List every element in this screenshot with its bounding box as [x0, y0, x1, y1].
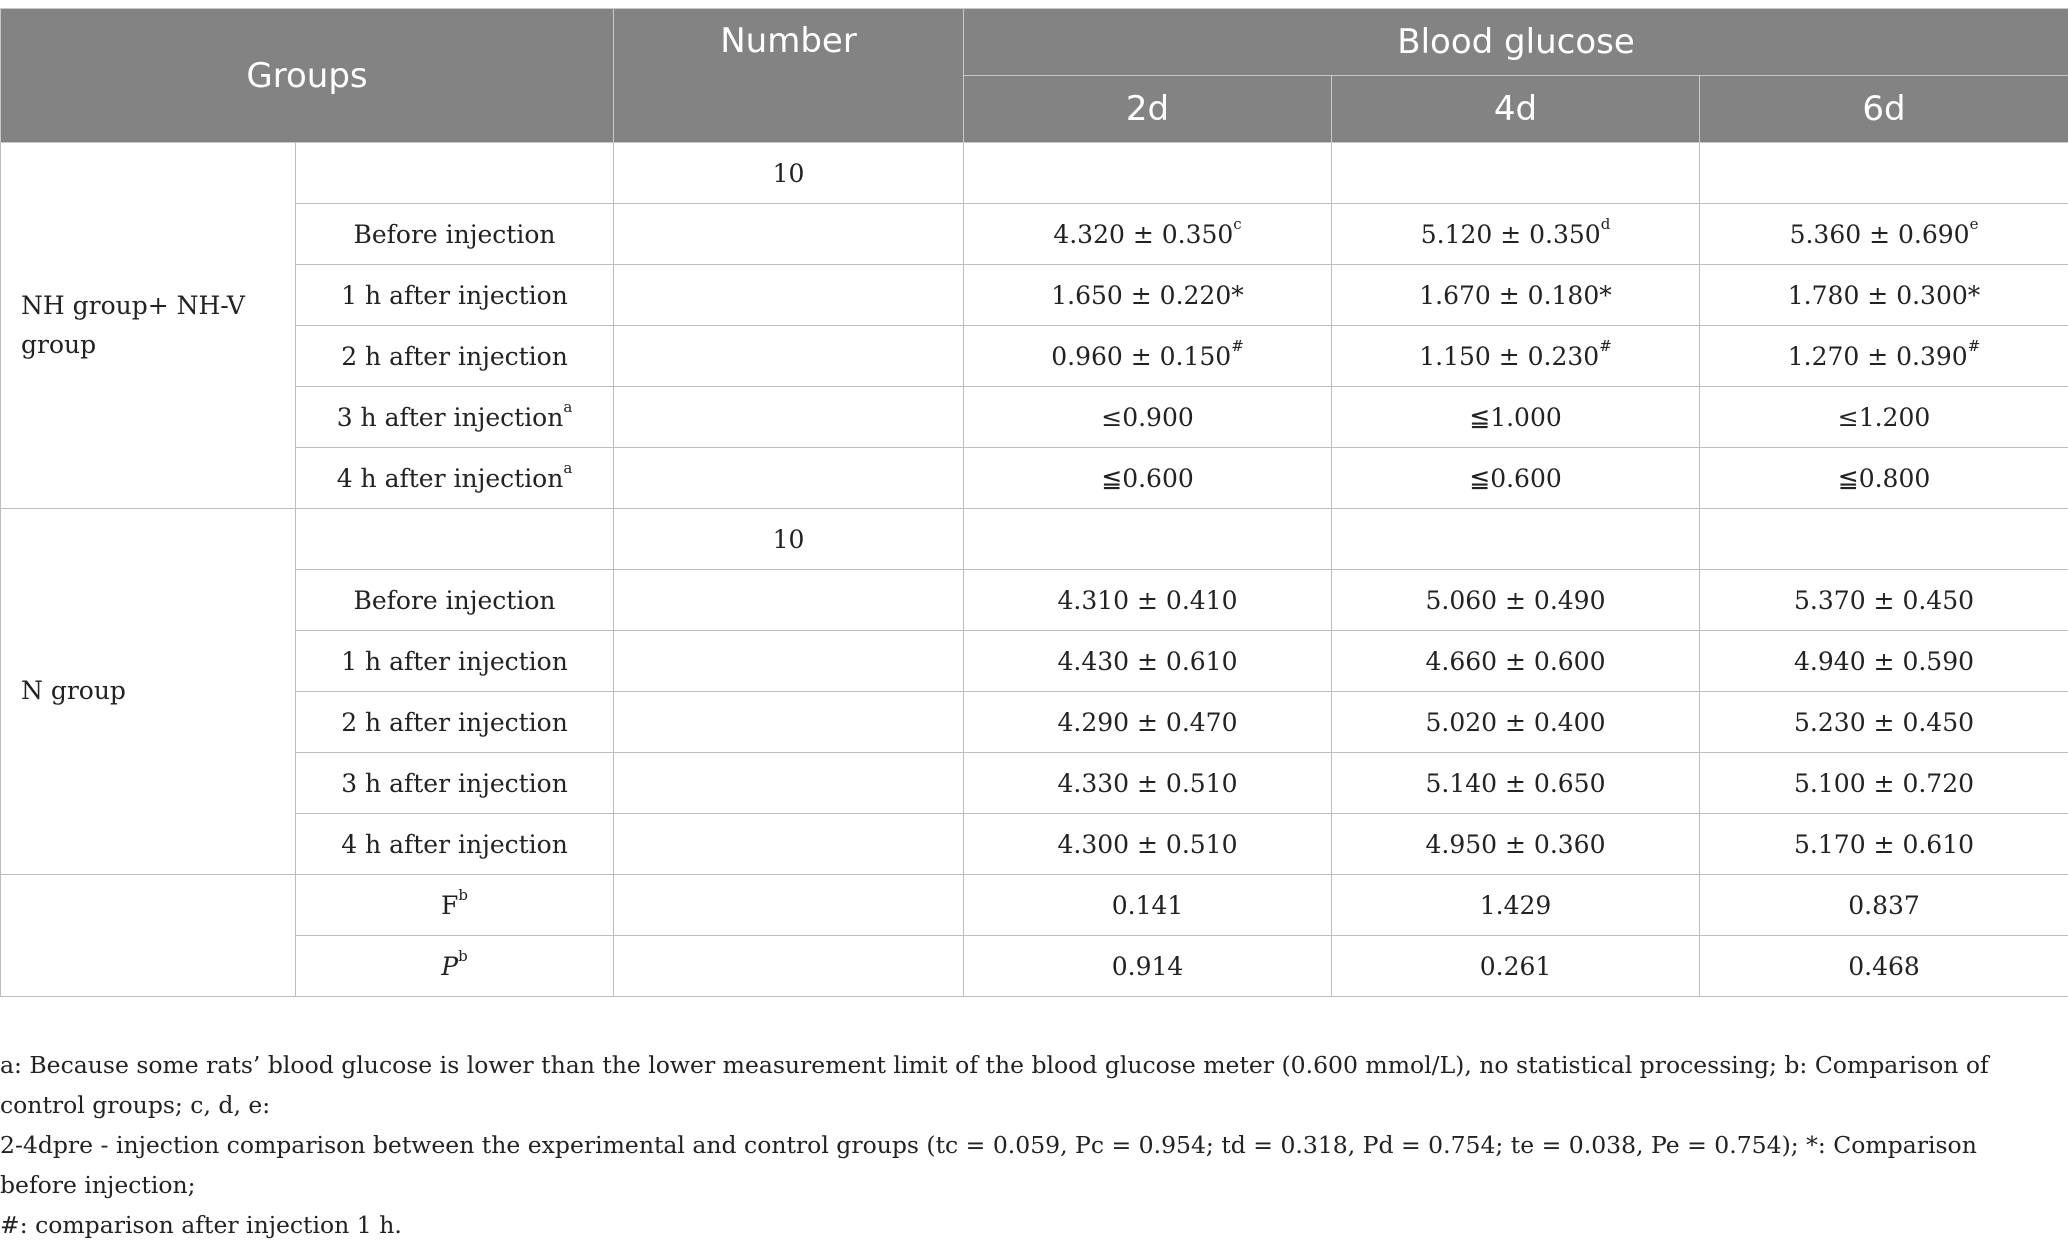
- table-row: [1, 692, 2068, 753]
- row-label: [296, 936, 614, 997]
- empty-cell: [614, 875, 964, 936]
- footnote-marker: d: [1601, 215, 1611, 233]
- glucose-value: 5.060 ± 0.490: [1426, 586, 1606, 615]
- table-row: [1, 936, 2068, 997]
- empty-cell: [614, 570, 964, 631]
- glucose-value: 4.430 ± 0.610: [1058, 647, 1238, 676]
- glucose-value: ≦0.800: [1838, 464, 1931, 493]
- footnote-marker: a: [563, 459, 572, 477]
- row-label-text: 3 h after injection: [337, 403, 564, 432]
- group-name-cell: [1, 509, 296, 875]
- stat-value: 0.837: [1700, 875, 2068, 936]
- glucose-value: 1.270 ± 0.390: [1788, 342, 1968, 371]
- row-label: [296, 265, 614, 326]
- table-row: [1, 326, 2068, 387]
- glucose-value-cell: [964, 265, 1332, 326]
- glucose-value: 1.780 ± 0.300*: [1788, 281, 1980, 310]
- row-label: [296, 875, 614, 936]
- glucose-value: 4.290 ± 0.470: [1058, 708, 1238, 737]
- glucose-value-cell: [1332, 326, 1700, 387]
- glucose-value-cell: [1332, 265, 1700, 326]
- footnote-marker: b: [458, 947, 468, 965]
- footnote-line: #: comparison after injection 1 h.: [0, 1205, 2060, 1245]
- header-day-4d: 4d: [1332, 76, 1700, 143]
- glucose-value-cell: [964, 387, 1332, 448]
- glucose-value: 4.300 ± 0.510: [1058, 830, 1238, 859]
- table-row: [1, 204, 2068, 265]
- row-label: [296, 570, 614, 631]
- glucose-value-cell: [964, 631, 1332, 692]
- empty-cell: [614, 814, 964, 875]
- glucose-value-cell: [1332, 570, 1700, 631]
- glucose-value: 1.670 ± 0.180*: [1419, 281, 1611, 310]
- glucose-value: ≦0.600: [1101, 464, 1194, 493]
- footnote-line: 2-4dpre - injection comparison between the experimental and control groups (tc = 0.059, Pc = 0.954; td = 0.318, Pd = 0.754; te = 0.038, Pe = 0.754); *: Comparison before injection;: [0, 1125, 2060, 1205]
- footnote-marker: a: [563, 398, 572, 416]
- glucose-value-cell: [1332, 631, 1700, 692]
- empty-cell: [614, 265, 964, 326]
- row-label-text: 2 h after injection: [341, 708, 568, 737]
- row-label-text: P: [441, 952, 458, 981]
- empty-cell: [614, 204, 964, 265]
- glucose-value: ≤1.200: [1838, 403, 1931, 432]
- row-label-text: 1 h after injection: [341, 647, 568, 676]
- row-label-text: 2 h after injection: [341, 342, 568, 371]
- glucose-value: 4.330 ± 0.510: [1058, 769, 1238, 798]
- glucose-value: 4.950 ± 0.360: [1426, 830, 1606, 859]
- empty-cell: [1, 875, 296, 997]
- header-day-6d: 6d: [1700, 76, 2068, 143]
- glucose-value-cell: [964, 448, 1332, 509]
- empty-cell: [614, 448, 964, 509]
- row-label-text: F: [441, 891, 458, 920]
- footnote-marker: #: [1599, 337, 1612, 355]
- table-row: [1, 448, 2068, 509]
- row-label: [296, 692, 614, 753]
- empty-cell: [1332, 143, 1700, 204]
- row-label-text: 4 h after injection: [341, 830, 568, 859]
- glucose-value: 1.650 ± 0.220*: [1051, 281, 1243, 310]
- glucose-value: 4.320 ± 0.350: [1053, 220, 1233, 249]
- glucose-value-cell: [1700, 814, 2068, 875]
- table-row: [1, 631, 2068, 692]
- glucose-value-cell: [1700, 326, 2068, 387]
- empty-cell: [964, 143, 1332, 204]
- glucose-value: 4.940 ± 0.590: [1794, 647, 1974, 676]
- glucose-value-cell: [1332, 814, 1700, 875]
- empty-cell: [1700, 143, 2068, 204]
- glucose-value-cell: [1700, 387, 2068, 448]
- empty-cell: [296, 143, 614, 204]
- header-blood-glucose: Blood glucose: [964, 9, 2068, 76]
- row-label: [296, 814, 614, 875]
- glucose-value: 5.140 ± 0.650: [1426, 769, 1606, 798]
- table-row: [1, 875, 2068, 936]
- table-row: [1, 143, 2068, 204]
- glucose-value: 0.960 ± 0.150: [1051, 342, 1231, 371]
- glucose-value: 5.370 ± 0.450: [1794, 586, 1974, 615]
- header-groups: Groups: [1, 9, 614, 143]
- glucose-value-cell: [1700, 448, 2068, 509]
- row-label-text: 3 h after injection: [341, 769, 568, 798]
- stat-value: 0.914: [964, 936, 1332, 997]
- glucose-value: 4.310 ± 0.410: [1058, 586, 1238, 615]
- row-label-text: 1 h after injection: [341, 281, 568, 310]
- group-number: 10: [614, 509, 964, 570]
- stat-value: 0.141: [964, 875, 1332, 936]
- glucose-value-cell: [1700, 204, 2068, 265]
- empty-cell: [1700, 509, 2068, 570]
- glucose-value-cell: [1332, 448, 1700, 509]
- header-day-2d: 2d: [964, 76, 1332, 143]
- glucose-value-cell: [964, 814, 1332, 875]
- table-row: [1, 814, 2068, 875]
- row-label-text: Before injection: [354, 220, 556, 249]
- empty-cell: [614, 326, 964, 387]
- row-label: [296, 631, 614, 692]
- empty-cell: [964, 509, 1332, 570]
- empty-cell: [614, 692, 964, 753]
- glucose-value-cell: [1332, 753, 1700, 814]
- glucose-value-cell: [964, 753, 1332, 814]
- stat-value: 0.261: [1332, 936, 1700, 997]
- glucose-value: 5.020 ± 0.400: [1426, 708, 1606, 737]
- empty-cell: [614, 753, 964, 814]
- glucose-value-cell: [964, 570, 1332, 631]
- row-label-text: Before injection: [354, 586, 556, 615]
- glucose-value: ≦1.000: [1469, 403, 1562, 432]
- glucose-value-cell: [1700, 265, 2068, 326]
- glucose-value: 5.360 ± 0.690: [1790, 220, 1970, 249]
- group-name: N group: [21, 676, 126, 705]
- glucose-value-cell: [964, 204, 1332, 265]
- row-label: [296, 753, 614, 814]
- row-label: [296, 204, 614, 265]
- footnote-marker: #: [1968, 337, 1981, 355]
- glucose-value: ≦0.600: [1469, 464, 1562, 493]
- table-row: [1, 387, 2068, 448]
- table-row: [1, 509, 2068, 570]
- footnote-marker: b: [458, 886, 468, 904]
- row-label-text: 4 h after injection: [337, 464, 564, 493]
- table-row: [1, 753, 2068, 814]
- empty-cell: [614, 387, 964, 448]
- group-number: 10: [614, 143, 964, 204]
- glucose-value: 5.120 ± 0.350: [1421, 220, 1601, 249]
- glucose-value-cell: [1332, 387, 1700, 448]
- empty-cell: [614, 936, 964, 997]
- empty-cell: [296, 509, 614, 570]
- footnote-marker: e: [1970, 215, 1979, 233]
- glucose-value: 4.660 ± 0.600: [1426, 647, 1606, 676]
- row-label: [296, 387, 614, 448]
- empty-cell: [614, 631, 964, 692]
- glucose-value-cell: [1332, 204, 1700, 265]
- stat-value: 1.429: [1332, 875, 1700, 936]
- glucose-value: 5.170 ± 0.610: [1794, 830, 1974, 859]
- blood-glucose-table: [0, 8, 2068, 997]
- group-name-cell: [1, 143, 296, 509]
- glucose-value-cell: [964, 692, 1332, 753]
- row-label: [296, 448, 614, 509]
- table-footnote: [0, 1045, 2060, 1245]
- glucose-value-cell: [1332, 692, 1700, 753]
- empty-cell: [1332, 509, 1700, 570]
- glucose-value-cell: [1700, 692, 2068, 753]
- glucose-value-cell: [1700, 570, 2068, 631]
- glucose-value-cell: [964, 326, 1332, 387]
- table-row: [1, 570, 2068, 631]
- stat-value: 0.468: [1700, 936, 2068, 997]
- glucose-value: 5.100 ± 0.720: [1794, 769, 1974, 798]
- glucose-value-cell: [1700, 631, 2068, 692]
- glucose-value: ≤0.900: [1101, 403, 1194, 432]
- table-row: [1, 265, 2068, 326]
- glucose-value-cell: [1700, 753, 2068, 814]
- group-name: NH group+ NH-V group: [21, 291, 245, 359]
- glucose-value: 1.150 ± 0.230: [1419, 342, 1599, 371]
- footnote-line: a: Because some rats’ blood glucose is lower than the lower measurement limit of the blood glucose meter (0.600 mmol/L), no statistical processing; b: Comparison of control groups; c, d, e:: [0, 1045, 2060, 1125]
- footnote-marker: c: [1233, 215, 1241, 233]
- footnote-marker: #: [1231, 337, 1244, 355]
- glucose-value: 5.230 ± 0.450: [1794, 708, 1974, 737]
- row-label: [296, 326, 614, 387]
- header-number: Number: [614, 9, 964, 143]
